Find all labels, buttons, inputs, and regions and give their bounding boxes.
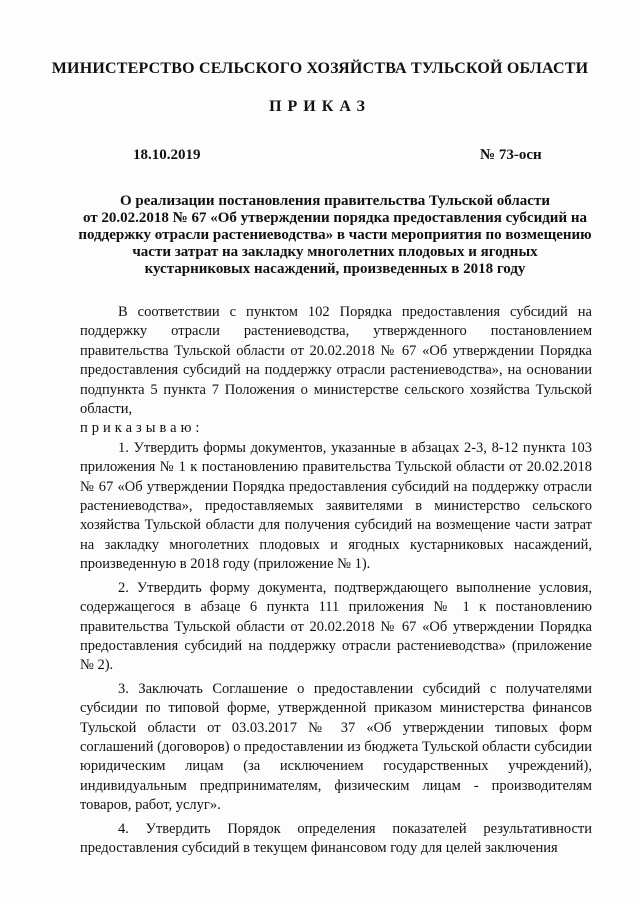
title-line: кустарниковых насаждений, произведенных в 2018 году <box>144 261 526 277</box>
title-line: части затрат на закладку многолетних плодовых и ягодных <box>132 244 538 260</box>
item-1-paragraph: 1. Утвердить формы документов, указанные в абзацах 2-3, 8-12 пункта 103 приложения № 1 к постановлению правительства Тульской области от 20.02.2018 № 67 «Об утверждении Порядка предоставления субсидий на поддержку отрасли растениеводства», предоставляемых заявителями в министерство сельского хозяйства Тульской области для получения субсидий на возмещение части затрат на закладку многолетних плодовых и ягодных кустарниковых насаждений, произведенную в 2018 году (приложение № 1). <box>80 439 592 573</box>
title-line: О реализации постановления правительства Тульской области <box>120 193 550 209</box>
order-title <box>70 193 600 278</box>
item-3-paragraph: 3. Заключать Соглашение о предоставлении субсидий с получателями субсидии по типовой форме, утвержденной приказом министерства финансов Тульской области от 03.03.2017 № 37 «Об утверждении типовых форм соглашений (договоров) о предоставлении из бюджета Тульской области субсидии юридическим лицам (за исключением государственных учреждений), индивидуальным предпринимателям, физическим лицам - производителям товаров, работ, услуг». <box>80 680 592 814</box>
title-line: поддержку отрасли растениеводства» в части мероприятия по возмещению <box>78 227 592 243</box>
item-2-paragraph: 2. Утвердить форму документа, подтверждающего выполнение условия, содержащегося в абзаце 6 пункта 111 приложения № 1 к постановлению правительства Тульской области от 20.02.2018 № 67 «Об утверждении Порядка предоставления субсидий на поддержку отрасли растениеводства» (приложение № 2). <box>80 579 592 674</box>
title-line: от 20.02.2018 № 67 «Об утверждении порядка предоставления субсидий на <box>83 210 587 226</box>
ministry-heading: МИНИСТЕРСТВО СЕЛЬСКОГО ХОЗЯЙСТВА ТУЛЬСКОЙ ОБЛАСТИ <box>51 60 589 77</box>
document-type-heading: ПРИКАЗ <box>269 98 371 115</box>
orders-phrase: приказываю: <box>80 420 204 437</box>
preamble-paragraph: В соответствии с пунктом 102 Порядка предоставления субсидий на поддержку отрасли растениеводства, утвержденного постановлением правительства Тульской области от 20.02.2018 № 67 «Об утверждении Порядка предоставления субсидий на поддержку отрасли растениеводства», на основании подпункта 5 пункта 7 Положения о министерстве сельского хозяйства Тульской области, <box>80 304 592 418</box>
item-4-paragraph: 4. Утвердить Порядок определения показателей результативности предоставления субсидий в текущем финансовом году для целей заключения <box>80 820 592 856</box>
order-number: № 73-осн <box>480 147 542 163</box>
order-body <box>80 303 592 858</box>
order-date: 18.10.2019 <box>133 147 201 163</box>
